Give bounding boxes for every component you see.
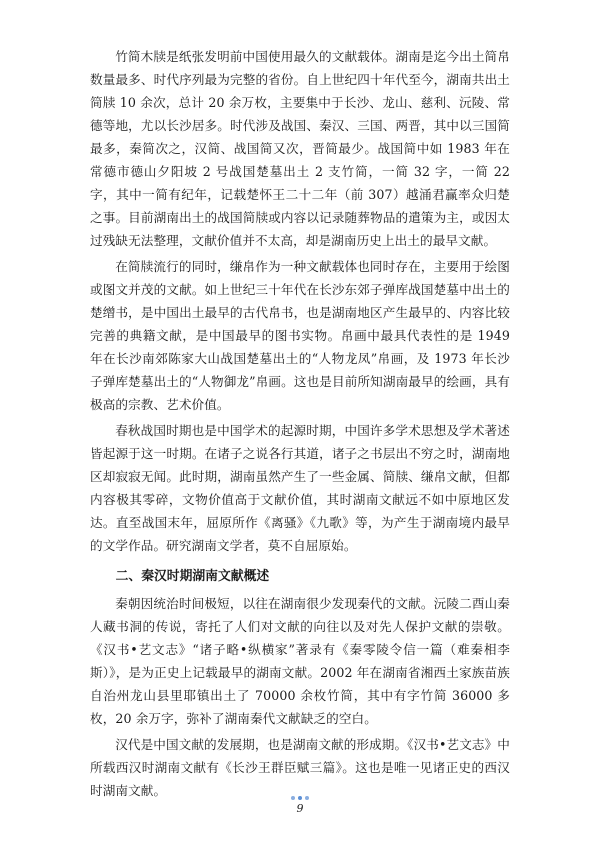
paragraph-spring-autumn: 春秋战国时期也是中国学术的起源时期，中国许多学术思想及学术著述皆起源于这一时期。在诸子之说各行其道，诸子之书层出不穷之时，湖南地区却寂寂无闻。此时期，湖南虽然产生了一些金属、简牍、缣帛文献，但都内容极其零碎，文物价值高于文献价值，其时湖南文献远不如中原地区发达。直至战国末年，屈原所作《离骚》《九歌》等，为产生于湖南境内最早的文学作品。研究湖南文学者，莫不自屈原始。: [90, 423, 510, 553]
body-text-part2: [90, 592, 510, 802]
dot-ornament-icon: [298, 796, 302, 800]
paragraph-han-dynasty: 汉代是中国文献的发展期，也是湖南文献的形成期。《汉书•艺文志》中所载西汉时湖南文献有《长沙王群臣赋三篇》。这也是唯一见诸正史的西汉时湖南文献。: [90, 737, 510, 798]
paragraph-qin-dynasty: 秦朝因统治时间极短，以往在湖南很少发现秦代的文献。沅陵二酉山秦人藏书洞的传说，寄托了人们对文献的向往以及对先人保护文献的崇敬。《汉书•艺文志》“诸子略•纵横家”著录有《秦零陵令信一篇（难秦相李斯）》，是为正史上记载最早的湖南文献。2002 年在湖南省湘西土家族苗族自治州龙山县里耶镇出土了 70000 余枚竹简，其中有字竹简 36000 多枚，20 余万字，弥补了湖南秦代文献缺乏的空白。: [90, 596, 510, 726]
dot-ornament-icon: [305, 796, 309, 800]
dot-ornament-icon: [291, 796, 295, 800]
section-heading: 二、秦汉时期湖南文献概述: [115, 569, 270, 584]
paragraph-silk-documents: 在简牍流行的同时，缣帛作为一种文献载体也同时存在，主要用于绘图或图文并茂的文献。如上世纪三十年代在长沙东郊子弹库战国楚墓中出土的楚缯书，是中国出土最早的古代帛书，也是湖南地区产生最早的、内容比较完善的典籍文献，是中国最早的图书实物。帛画中最具代表性的是 1949 年在长沙南郊陈家大山战国楚墓出土的“人物龙凤”帛画，及 1973 年长沙子弹库楚墓出土的“人物御龙”帛画。这也是目前所知湖南最早的绘画，具有极高的宗教、艺术价值。: [90, 259, 510, 412]
body-text-part1: [90, 45, 510, 557]
page-number: 9: [296, 802, 304, 815]
footer-dots-ornament: [0, 794, 600, 802]
paragraph-bamboo-slips: 竹简木牍是纸张发明前中国使用最久的文献载体。湖南是迄今出土简帛数量最多、时代序列最为完整的省份。自上世纪四十年代至今，湖南共出土简牍 10 余次，总计 20 余万枚，主要集中于长沙、龙山、慈利、沅陵、常德等地，尤以长沙居多。时代涉及战国、秦汉、三国、两晋，其中以三国简最多，秦简次之，汉简、战国简又次，晋简最少。战国简中如 1983 年在常德市德山夕阳坡 2 号战国楚墓出土 2 支竹简，一简 32 字，一简 22 字，其中一简有纪年，记载楚怀王二十二年（前 307）越涌君赢率众归楚之事。目前湖南出土的战国简牍或内容以记录随葬物品的遣策为主，或因太过残缺无法整理，文献价值并不太高，却是湖南历史上出土的最早文献。: [90, 49, 510, 248]
page-footer: [0, 794, 600, 816]
